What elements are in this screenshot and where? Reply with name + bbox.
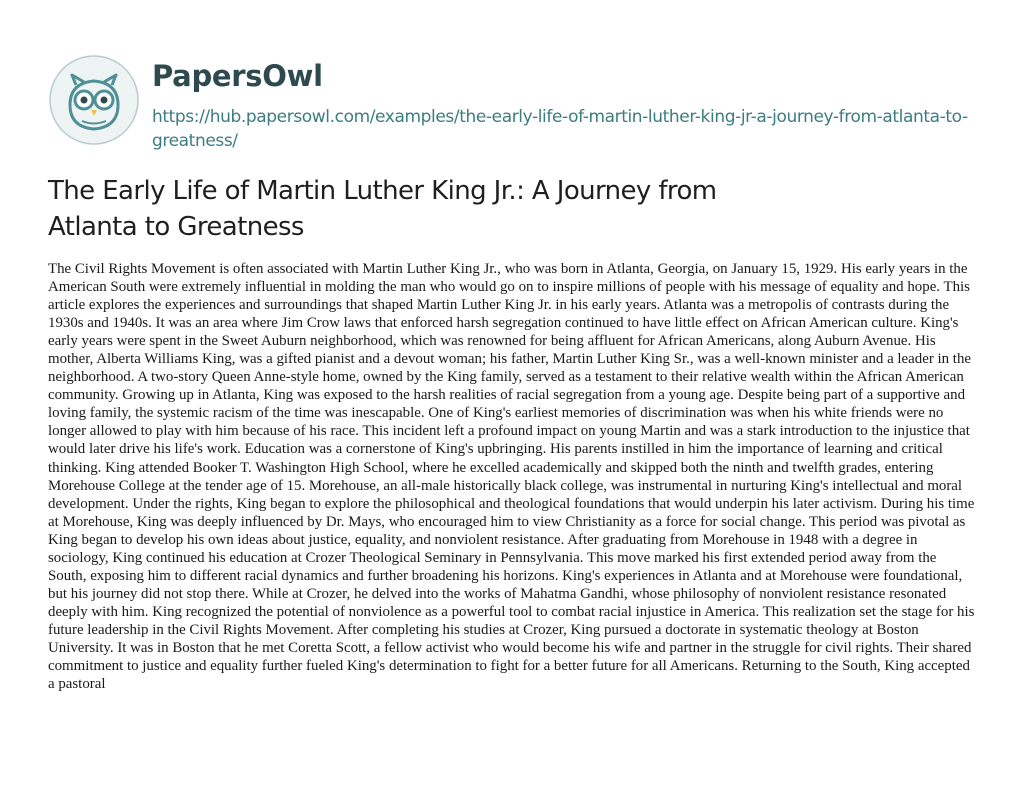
article-title: The Early Life of Martin Luther King Jr.: A Journey from Atlanta to Greatness bbox=[48, 176, 717, 242]
page-header bbox=[48, 53, 988, 153]
owl-icon bbox=[48, 53, 140, 147]
source-url-link[interactable]: https://hub.papersowl.com/examples/the-early-life-of-martin-luther-king-jr-a-journey-from-atlanta-to-greatness/ bbox=[152, 107, 968, 151]
brand-name: PapersOwl bbox=[152, 59, 323, 93]
article-body: The Civil Rights Movement is often associated with Martin Luther King Jr., who was born in Atlanta, Georgia, on January 15, 1929. His early years in the American South were extremely influential in molding the man who would go on to inspire millions of people with his message of equality and hope. This article explores the experiences and surroundings that shaped Martin Luther King Jr. in his early years. Atlanta was a metropolis of contrasts during the 1930s and 1940s. It was an area where Jim Crow laws that enforced harsh segregation continued to have little effect on African American culture. King's early years were spent in the Sweet Auburn neighborhood, which was renowned for being affluent for African Americans, along Auburn Avenue. His mother, Alberta Williams King, was a gifted pianist and a devout woman; his father, Martin Luther King Sr., was a well-known minister and a leader in the neighborhood. A two-story Queen Anne-style home, owned by the King family, served as a testament to their relative wealth within the African American community. Growing up in Atlanta, King was exposed to the harsh realities of racial segregation from a young age. Despite being part of a supportive and loving family, the systemic racism of the time was inescapable. One of King's earliest memories of discrimination was when his white friends were no longer allowed to play with him because of his race. This incident left a profound impact on young Martin and was a stark introduction to the injustice that would later drive his life's work. Education was a cornerstone of King's upbringing. His parents instilled in him the importance of learning and critical thinking. King attended Booker T. Washington High School, where he excelled academically and skipped both the ninth and twelfth grades, entering Morehouse College at the tender age of 15. Morehouse, an all-male historically black college, was instrumental in nurturing King's intellectual and moral development. Under the rights, King began to explore the philosophical and theological foundations that would underpin his later activism. During his time at Morehouse, King was deeply influenced by Dr. Mays, who encouraged him to view Christianity as a force for social change. This period was pivotal as King began to develop his own ideas about justice, equality, and nonviolent resistance. After graduating from Morehouse in 1948 with a degree in sociology, King continued his education at Crozer Theological Seminary in Pennsylvania. This move marked his first extended period away from the South, exposing him to different racial dynamics and further broadening his horizons. King's experiences in Atlanta and at Morehouse were foundational, but his journey did not stop there. While at Crozer, he delved into the works of Mahatma Gandhi, whose philosophy of nonviolent resistance resonated deeply with him. King recognized the potential of nonviolence as a powerful tool to combat racial injustice in America. This realization set the stage for his future leadership in the Civil Rights Movement. After completing his studies at Crozer, King pursued a doctorate in systematic theology at Boston University. It was in Boston that he met Coretta Scott, a fellow activist who would become his wife and partner in the struggle for civil rights. Their shared commitment to justice and equality further fueled King's determination to fight for a better future for all Americans. Returning to the South, King accepted a pastoral bbox=[48, 261, 975, 693]
